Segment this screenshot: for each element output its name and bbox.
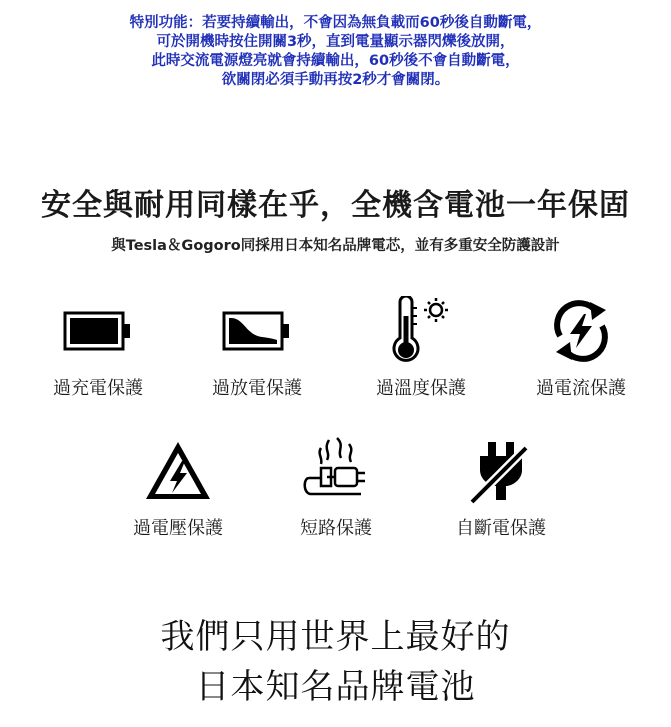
feature-label: 過電壓保護 [133,518,223,539]
feature-overvoltage [103,436,253,540]
feature-auto-shutoff [426,436,576,540]
feature-overtemperature [346,296,496,400]
battery-full-icon [23,296,173,366]
feature-label: 過放電保護 [212,378,302,399]
notice-line-1: 特別功能：若要持續輸出，不會因為無負載而60秒後自動斷電， [129,15,542,31]
battery-low-icon [182,296,332,366]
feature-overcurrent [506,296,656,400]
feature-overcharge [23,296,173,400]
notice-line-3: 此時交流電源燈亮就會持續輸出，60秒後不會自動斷電， [151,53,520,69]
closing-statement [0,612,671,712]
feature-overdischarge [182,296,332,400]
unplugged-icon [426,436,576,506]
cycle-bolt-icon [506,296,656,366]
special-function-notice [0,14,671,90]
feature-label: 短路保護 [300,518,372,539]
closing-line-2: 日本知名品牌電池 [195,667,476,707]
closing-line-1: 我們只用世界上最好的 [160,617,511,657]
notice-line-4: 欲關閉必須手動再按2秒才會關閉。 [221,72,450,88]
notice-line-2: 可於開機時按住開關3秒，直到電量顯示器閃爍後放開， [156,34,515,50]
feature-label: 過電流保護 [536,378,626,399]
high-voltage-warning-icon [103,436,253,506]
feature-short-circuit [261,436,411,540]
feature-label: 自斷電保護 [456,518,546,539]
subline: 與Tesla＆Gogoro同採用日本知名品牌電芯，並有多重安全防護設計 [111,238,560,254]
feature-label: 過溫度保護 [376,378,466,399]
thermometer-sun-icon [346,296,496,366]
feature-label: 過充電保護 [53,378,143,399]
headline: 安全與耐用同樣在乎，全機含電池一年保固 [41,188,630,223]
burning-plug-icon [261,436,411,506]
